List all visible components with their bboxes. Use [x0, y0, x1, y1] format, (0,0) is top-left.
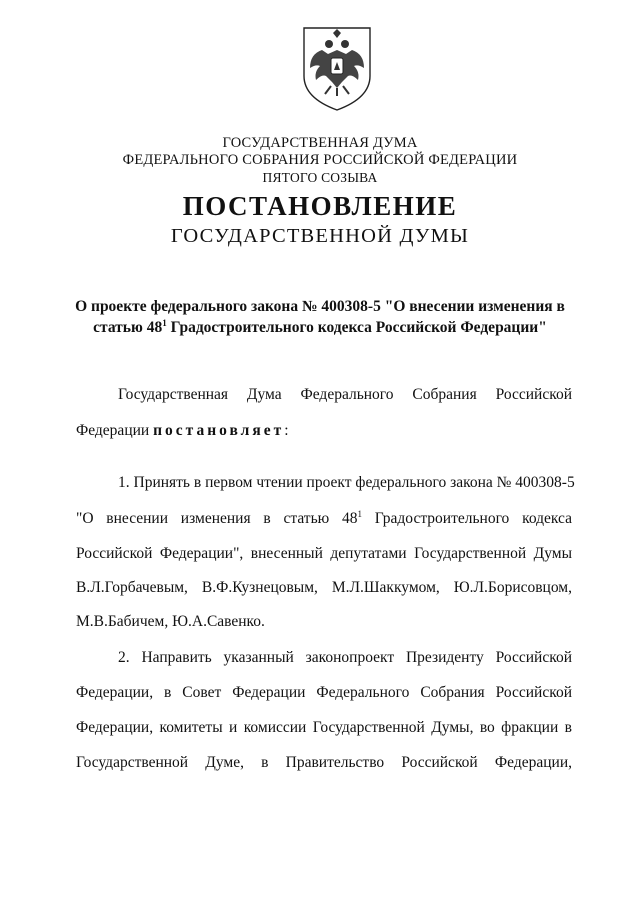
intro-line-2 — [76, 421, 572, 441]
paragraph-2-line-2: Федерации, в Совет Федерации Федерального Собрания Российской — [76, 684, 572, 701]
subject-superscript: 1 — [162, 318, 167, 328]
subject-line-2 — [60, 317, 580, 338]
document-title: ПОСТАНОВЛЕНИЕ — [182, 191, 458, 221]
org-line-1: ГОСУДАРСТВЕННАЯ ДУМА — [222, 135, 418, 151]
subject-line-2-pre: статью 48 — [93, 319, 163, 336]
subject-line-2-post: Градостроительного кодекса Российской Федерации" — [166, 319, 547, 336]
document-subtitle: ГОСУДАРСТВЕННОЙ ДУМЫ — [170, 225, 470, 247]
p1-line-2-post: Градостроительного кодекса — [362, 510, 572, 527]
paragraph-2-line-4: Государственной Думе, в Правительство Российской Федерации, — [76, 754, 572, 771]
paragraph-1-line-1: 1. Принять в первом чтении проект федерального закона № 400308-5 — [118, 474, 575, 491]
subject-line-1: О проекте федерального закона № 400308-5 "О внесении изменения в — [75, 298, 565, 315]
org-line-3: ПЯТОГО СОЗЫВА — [262, 170, 378, 185]
p1-line-2-pre: "О внесении изменения в статью 48 — [76, 510, 358, 527]
paragraph-1-line-3: Российской Федерации", внесенный депутатами Государственной Думы — [76, 545, 572, 562]
paragraph-2-line-3: Федерации, комитеты и комиссии Государственной Думы, во фракции в — [76, 719, 572, 736]
paragraph-2-line-1: 2. Направить указанный законопроект Президенту Российской — [118, 649, 572, 666]
intro-line-2-pre: Федерации — [76, 422, 154, 439]
p1-superscript: 1 — [357, 509, 363, 519]
paragraph-1-line-4: В.Л.Горбачевым, В.Ф.Кузнецовым, М.Л.Шаккумом, Ю.Л.Борисовцом, — [76, 579, 572, 596]
paragraph-1-line-2 — [76, 509, 572, 529]
coat-of-arms-emblem — [298, 24, 376, 112]
org-line-2: ФЕДЕРАЛЬНОГО СОБРАНИЯ РОССИЙСКОЙ ФЕДЕРАЦИИ — [122, 152, 518, 168]
intro-line-2-post: : — [284, 422, 289, 439]
paragraph-1-line-5: М.В.Бабичем, Ю.А.Савенко. — [76, 613, 265, 630]
resolves-word: постановляет — [153, 422, 285, 439]
intro-line-1: Государственная Дума Федерального Собрания Российской — [118, 386, 572, 403]
